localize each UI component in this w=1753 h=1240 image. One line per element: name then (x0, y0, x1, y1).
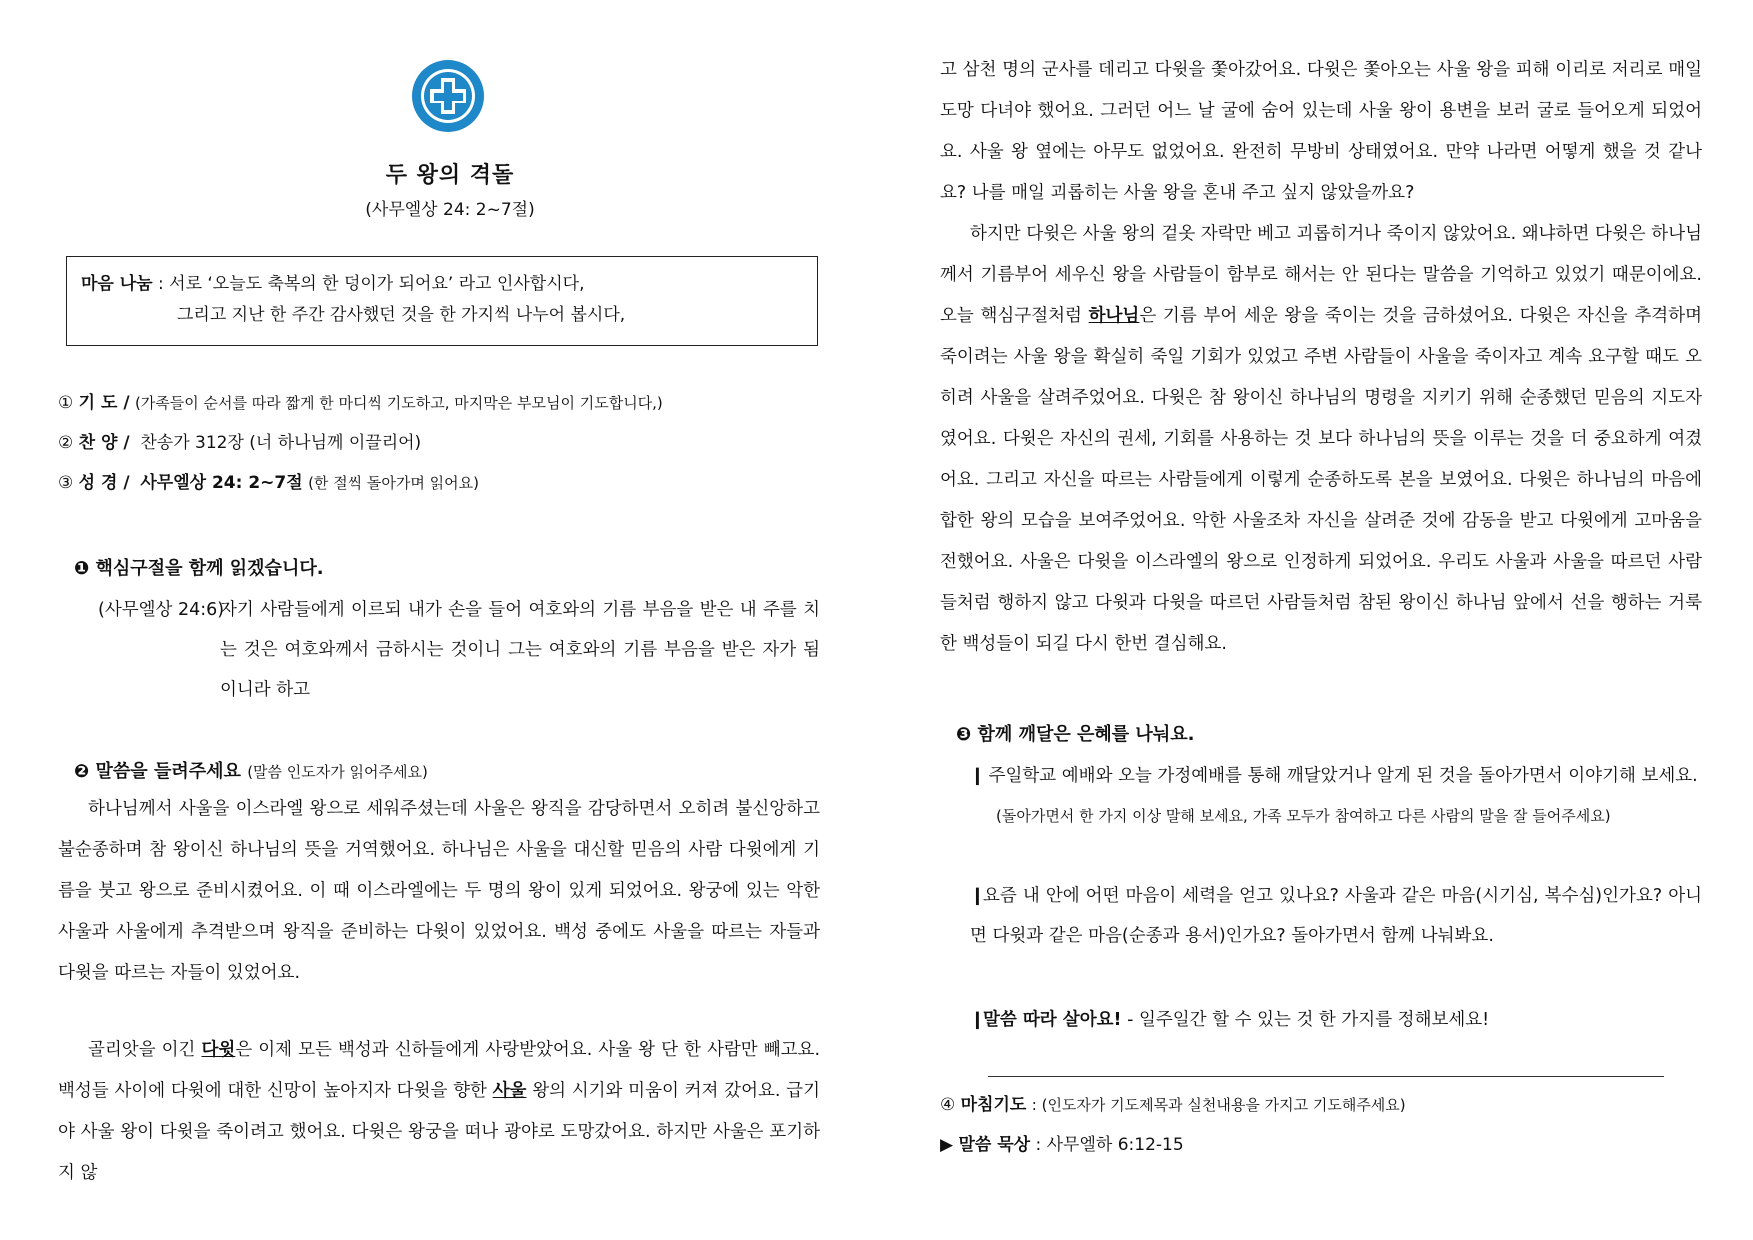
order-text: : 사무엘하 6:12-15 (1035, 1135, 1184, 1155)
bullet-icon: ▶ (940, 1135, 954, 1155)
text-run-god: 하나님 (1088, 306, 1140, 326)
order-label: 마침기도 (960, 1095, 1027, 1115)
question-marker: ❙ (970, 766, 985, 786)
text-run: 은 기름 부어 세운 왕을 죽이는 것을 금하셨어요. 다윗은 자신을 추격하며 죽이려는 사울 왕을 확실히 죽일 기회가 있었고 주변 사람들이 사울을 죽이자고 계속 요구할 때도 오히려 사울을 살려주었어요. 다윗은 참 왕이신 하나님의 명령을 지키기 위해 순종했던 믿음의 지도자였어요. 다윗은 자신의 권세, 기회를 사용하는 것 보다 하나님의 뜻을 이루는 것을 더 중요하게 여겼어요. 그리고 자신을 따르는 사람들에게 이렇게 순종하도록 본을 보였어요. 다윗은 하나님의 마음에 합한 왕의 모습을 보여주었어요. 악한 사울조차 자신을 살려준 것에 감동을 받고 다윗에게 고마움을 전했어요. 사울은 다윗을 이스라엘의 왕으로 인정하게 되었어요. 우리도 사울과 사울을 따르던 사람들처럼 행하지 않고 다윗과 다윗을 따르던 사람들처럼 참된 왕이신 하나님 앞에서 선을 행하는 거룩한 백성들이 되길 다시 한번 결심해요. (940, 306, 1703, 654)
question-note: (돌아가면서 한 가지 이상 말해 보세요, 가족 모두가 참여하고 다른 사람의 말을 잘 들어주세요) (996, 807, 1611, 825)
verse-text: 자기 사람들에게 이르되 내가 손을 들어 여호와의 기름 부음을 받은 내 주를 치는 것은 여호와께서 금하시는 것이니 그는 여호와의 기름 부음을 받은 자가 됨이니라 하고 (220, 600, 820, 700)
section-num: ❸ (956, 724, 972, 745)
order-num: ① (58, 393, 74, 413)
sermon-right (940, 50, 1702, 665)
divider-line (988, 1076, 1664, 1077)
share-line1: : 서로 ‘오늘도 축복의 한 덩이가 되어요’ 라고 인사합시다, (158, 274, 585, 294)
order-text: (가족들이 순서를 따라 짧게 한 마디씩 기도하고, 마지막은 부모님이 기도합니다,) (134, 394, 663, 412)
page-title: 두 왕의 격돌 (385, 163, 515, 188)
question-2 (970, 876, 1702, 956)
section-title: 핵심구절을 함께 읽겠습니다. (95, 558, 324, 579)
order-bible (58, 468, 479, 493)
text-run-david: 다윗 (201, 1040, 236, 1060)
text-run: 하지만 다윗은 사울 왕의 겉옷 자락만 베고 괴롭히거나 죽이지 않았어요. 왜냐하면 다윗은 하나님께서 기름부어 세우신 왕을 사람들이 함부로 해서는 안 된다는 말씀을 기억하고 있었기 때문이에요. 오늘 핵심구절처럼 (940, 224, 1702, 326)
question-bold: 말씀 따라 살아요! (983, 1010, 1122, 1030)
church-logo (410, 58, 486, 134)
section-3-heading (956, 720, 1194, 746)
share-label: 마음 나눔 (81, 274, 153, 294)
section-2-heading (74, 757, 428, 783)
question-3 (970, 1000, 1702, 1040)
share-line2: 그리고 지난 한 주간 감사했던 것을 한 가지씩 나누어 봅시다, (177, 305, 626, 325)
sermon-left (58, 789, 820, 1194)
order-prayer (58, 388, 663, 413)
order-text: : (인도자가 기도제목과 실천내용을 가지고 기도해주세요) (1031, 1096, 1406, 1114)
order-label: 찬 양 / (78, 433, 130, 453)
order-praise (58, 428, 421, 453)
question-1 (970, 756, 1702, 836)
section-num: ❷ (74, 761, 90, 782)
text-run-saul: 사울 (492, 1081, 527, 1101)
sermon-para-3: 고 삼천 명의 군사를 데리고 다윗을 쫓아갔어요. 다윗은 쫓아오는 사울 왕을 피해 이리로 저리로 매일 도망 다녀야 했어요. 그러던 어느 날 굴에 숨어 있는데 사울 왕이 용변을 보러 굴로 들어오게 되었어요. 사울 왕 옆에는 아무도 없었어요. 완전히 무방비 상태였어요. 만약 나라면 어떻게 했을 것 같나요? 나를 매일 괴롭히는 사울 왕을 혼내 주고 싶지 않았을까요? (940, 60, 1702, 203)
order-bible-ref: 사무엘상 24: 2~7절 (140, 473, 303, 493)
sermon-para-1: 하나님께서 사울을 이스라엘 왕으로 세워주셨는데 사울은 왕직을 감당하면서 오히려 불신앙하고 불순종하며 참 왕이신 하나님의 뜻을 거역했어요. 하나님은 사울을 대신할 믿음의 사람 다윗에게 기름을 붓고 왕으로 준비시켰어요. 이 때 이스라엘에는 두 명의 왕이 있게 되었어요. 왕궁에 있는 악한 사울과 사울에게 추격받으며 왕직을 준비하는 다윗이 있었어요. 백성 중에도 사울을 따르는 자들과 다윗을 따르는 자들이 있었어요. (58, 799, 820, 983)
question-text: 주일학교 예배와 오늘 가정예배를 통해 깨달았거나 알게 된 것을 돌아가면서 이야기해 보세요. (988, 766, 1698, 786)
order-label: 성 경 / (78, 473, 130, 493)
section-num: ❶ (74, 558, 90, 579)
order-num: ③ (58, 473, 74, 493)
key-verse (98, 590, 820, 710)
text-run: 왕의 시기와 미움이 커져 갔어요. 급기야 사울 왕이 다윗을 죽이려고 했어요. 다윗은 왕궁을 떠나 광야로 도망갔어요. 하지만 사울은 포기하지 않 (58, 1081, 820, 1183)
text-run: 은 이제 모든 백성과 신하들에게 사랑받았어요. 사울 왕 단 한 사람만 빼고요. 백성들 사이에 다윗에 대한 신망이 높아지자 다윗을 향한 (58, 1040, 821, 1101)
verse-ref: (사무엘상 24:6) (98, 600, 225, 620)
section-title: 말씀을 들려주세요 (95, 761, 241, 782)
order-num: ② (58, 433, 74, 453)
section-1-heading (74, 554, 324, 580)
question-marker: ❙ (970, 1010, 985, 1030)
share-box (66, 256, 818, 346)
order-text: (한 절씩 돌아가며 읽어요) (308, 474, 479, 492)
order-num: ④ (940, 1095, 956, 1115)
section-note: (말씀 인도자가 읽어주세요) (247, 763, 428, 781)
closing-prayer (940, 1090, 1406, 1115)
sermon-para-2 (58, 1030, 820, 1194)
question-marker: ❙ (970, 886, 985, 906)
question-text: 요즘 내 안에 어떤 마음이 세력을 얻고 있나요? 사울과 같은 마음(시기심, 복수심)인가요? 아니면 다윗과 같은 마음(순종과 용서)인가요? 돌아가면서 함께 나눠봐요. (970, 886, 1702, 946)
order-label: 말씀 묵상 (958, 1135, 1031, 1155)
text-run: 골리앗을 이긴 (88, 1040, 202, 1060)
section-title: 함께 깨달은 은혜를 나눠요. (977, 724, 1195, 745)
word-meditation (940, 1130, 1184, 1155)
sermon-para-4 (940, 214, 1702, 665)
question-text: - 일주일간 할 수 있는 것 한 가지를 정해보세요! (1121, 1010, 1490, 1030)
order-label: 기 도 / (78, 393, 130, 413)
order-text: 찬송가 312장 (너 하나님께 이끌리어) (140, 433, 422, 453)
page-subtitle: (사무엘상 24: 2~7절) (365, 200, 535, 220)
